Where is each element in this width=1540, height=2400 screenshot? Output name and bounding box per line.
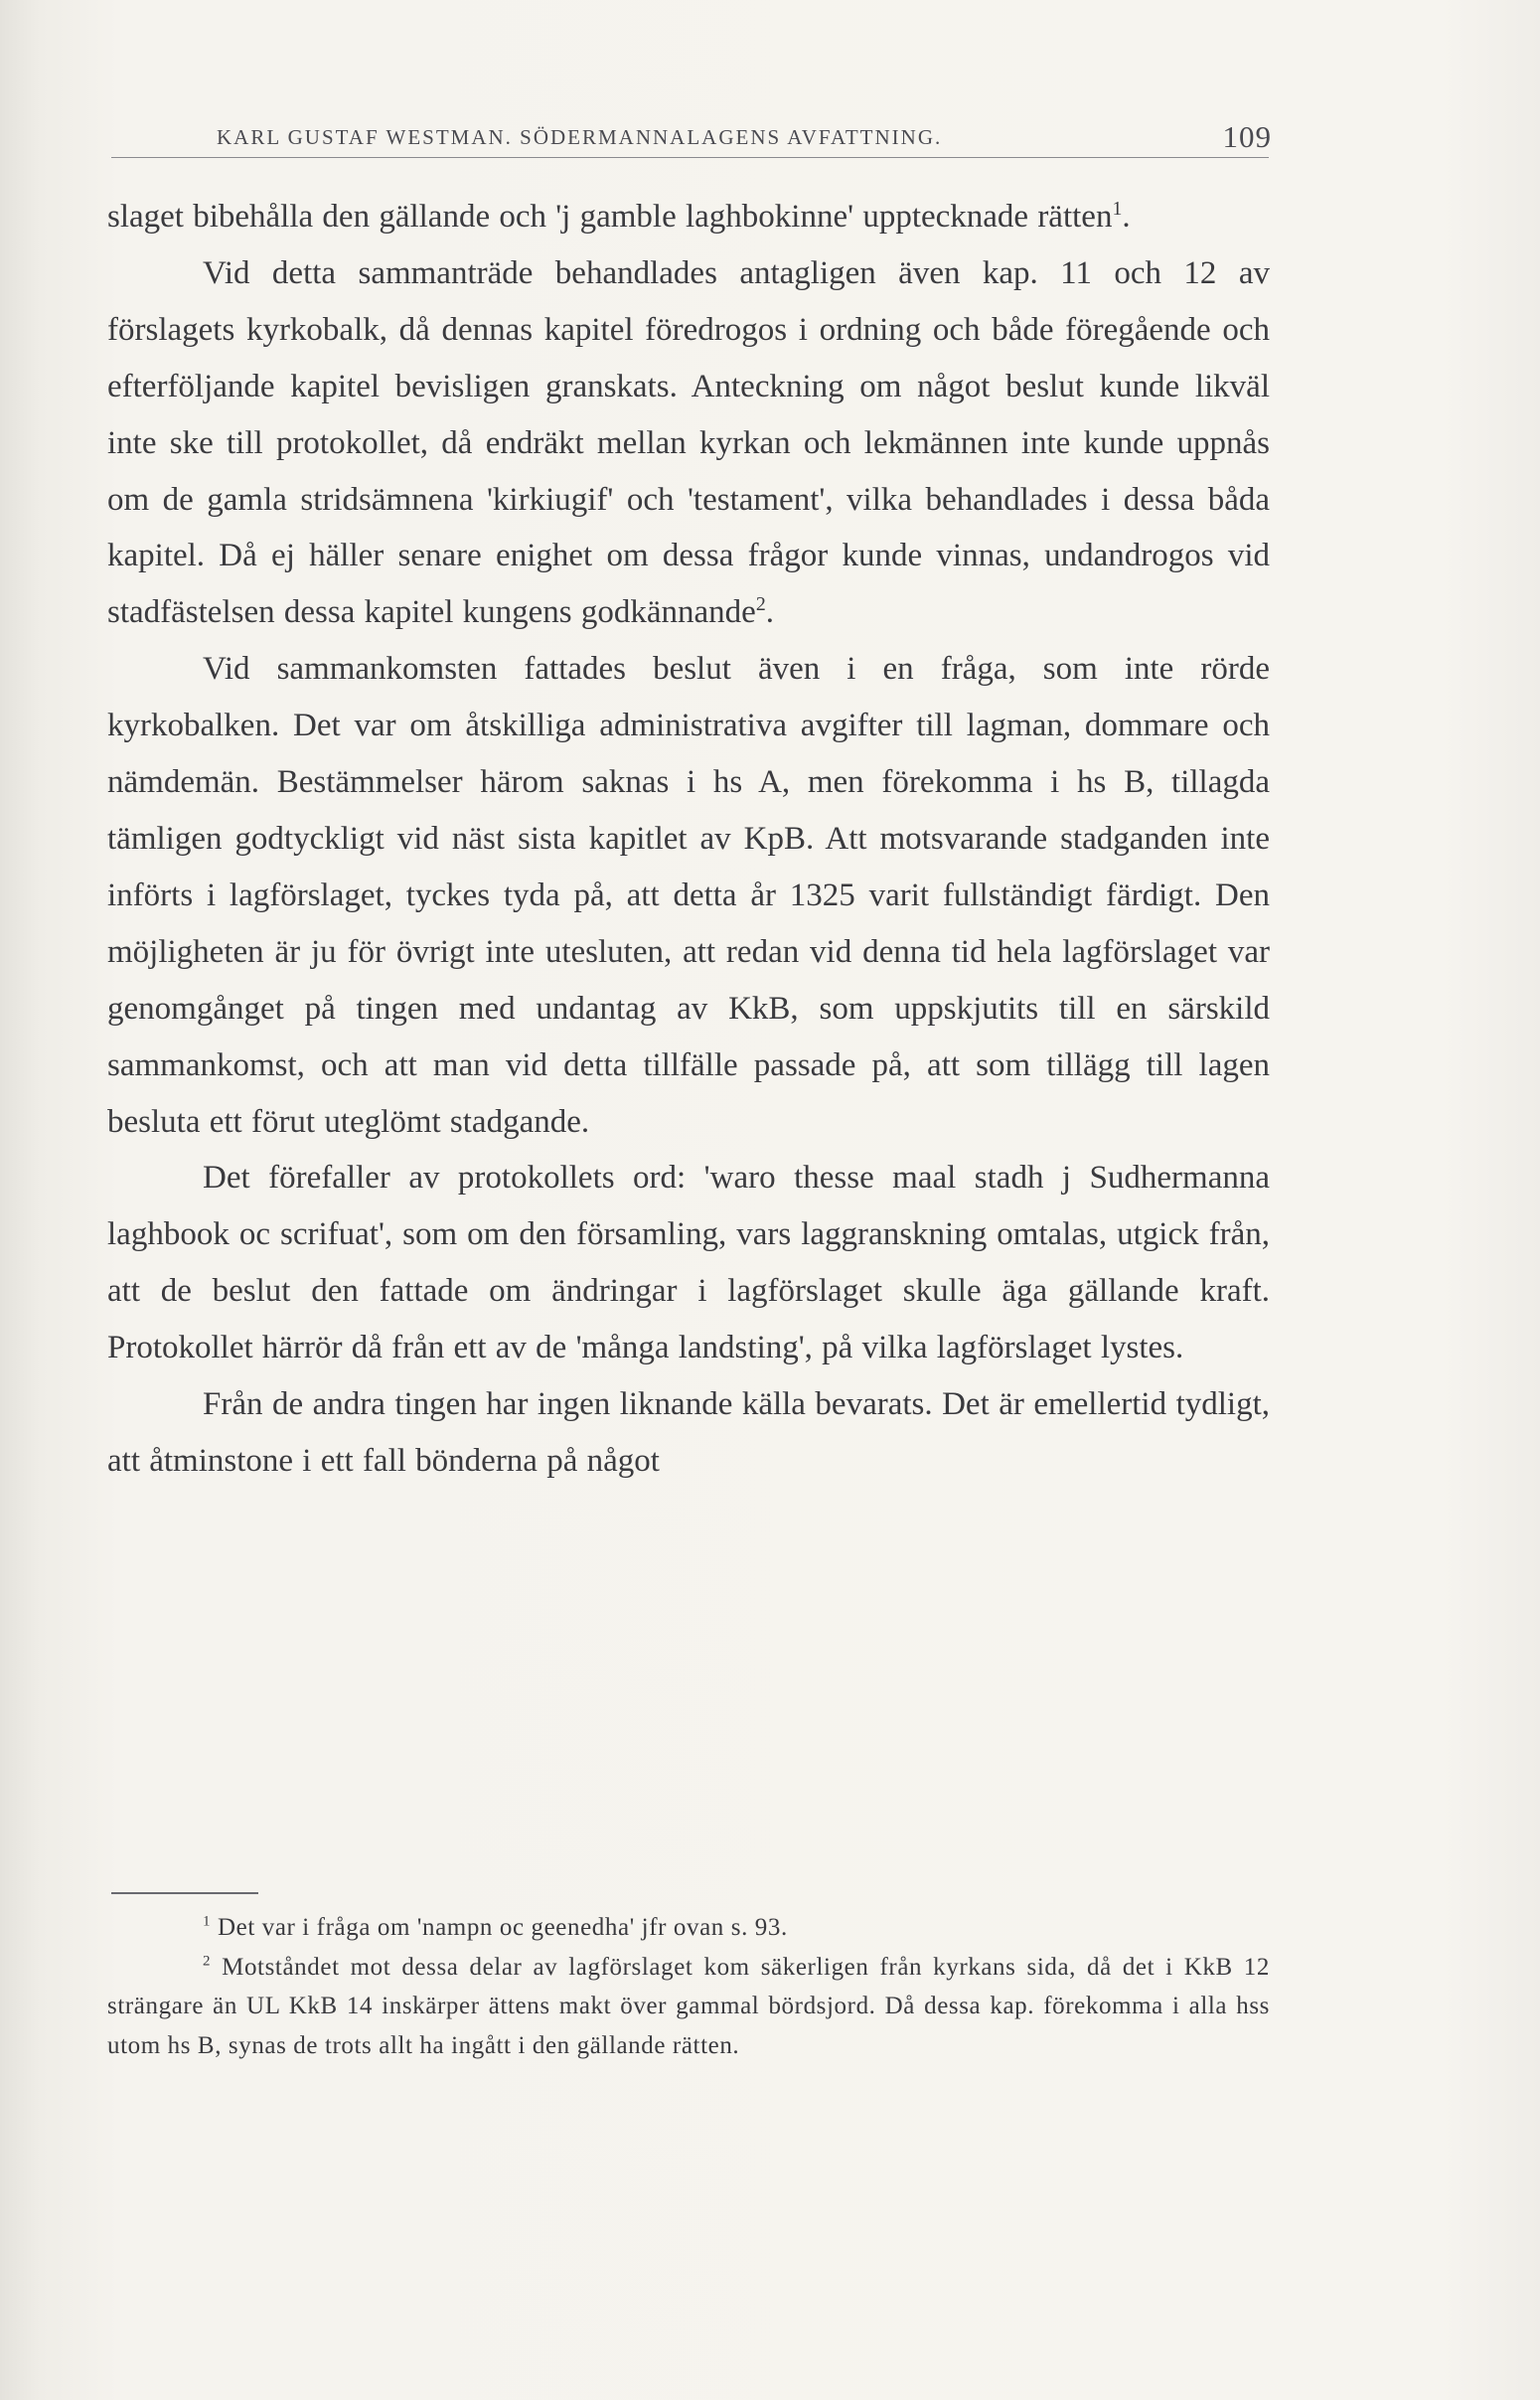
paragraph-3: Vid sammankomsten fattades beslut även i en fråga, som inte rörde kyrkobalken. Det var om åtskilliga administrativa avgifter till lagman, dommare och nämdemän. Bestämmelser härom saknas i hs A, men förekomma i hs B, tillagda tämligen godtyckligt vid näst sista kapitlet av KpB. Att motsvarande stadganden inte införts i lagförslaget, tyckes tyda på, att detta år 1325 varit fullständigt färdigt. Den möjligheten är ju för övrigt inte utesluten, att redan vid denna tid hela lagförslaget var genomgånget på tingen med undantag av KkB, som uppskjutits till en särskild sammankomst, och att man vid detta tillfälle passade på, att som tillägg till lagen besluta ett förut uteglömt stadgande. — [107, 651, 1270, 1140]
footnote-2 — [107, 1948, 1270, 2066]
paragraph-2 — [107, 245, 1270, 641]
footnote-1-text: Det var i fråga om 'nampn oc geenedha' jfr ovan s. 93. — [217, 1914, 788, 1941]
footnotes — [107, 1908, 1270, 2065]
footnote-marker-1: 1 — [203, 1913, 212, 1930]
running-head-title: KARL GUSTAF WESTMAN. SÖDERMANNALAGENS AVFATTNING. — [217, 125, 943, 149]
paragraph-5: Från de andra tingen har ingen liknande källa bevarats. Det är emellertid tydligt, att åtminstone i ett fall bönderna på något — [107, 1386, 1270, 1479]
header-rule — [111, 157, 1269, 158]
paragraph-1-end: . — [1122, 199, 1131, 235]
footnote-marker-2: 2 — [203, 1953, 212, 1970]
footnote-ref-1: 1 — [1112, 198, 1123, 220]
paragraph-4: Det förefaller av protokollets ord: 'waro thesse maal stadh j Sudhermanna laghbook oc scrifuat', som om den församling, vars laggranskning omtalas, utgick från, att de beslut den fattade om ändringar i lagförslaget skulle äga gällande kraft. Protokollet härrör då från ett av de 'många landsting', på vilka lagförslaget lystes. — [107, 1160, 1270, 1366]
paragraph-1-text: slaget bibehålla den gällande och 'j gamble laghbokinne' upptecknade rätten — [107, 199, 1113, 235]
footnote-1 — [107, 1908, 1270, 1948]
footnote-rule — [111, 1892, 258, 1894]
running-head — [209, 117, 1272, 157]
paragraph-2-end: . — [765, 594, 774, 631]
footnote-ref-2: 2 — [755, 593, 766, 616]
paragraph-2-text: Vid detta sammanträde behandlades antagligen även kap. 11 och 12 av förslagets kyrkobalk, då dennas kapitel föredrogos i ordning och både föregående och efterföljande kapitel bevisligen granskats. Anteckning om något beslut kunde likväl inte ske till protokollet, då endräkt mellan kyrkan och lekmännen inte kunde uppnås om de gamla stridsämnena 'kirkiugif' och 'testament', vilka behandlades i dessa båda kapitel. Då ej häller senare enighet om dessa frågor kunde vinnas, undandrogos vid stadfästelsen dessa kapitel kungens godkännande — [107, 254, 1270, 631]
footnote-2-text: Motståndet mot dessa delar av lagförslaget kom säkerligen från kyrkans sida, då det i KkB 12 strängare än UL KkB 14 inskärper ättens makt över gammal bördsjord. Då dessa kap. förekomma i alla hss utom hs B, synas de trots allt ha ingått i den gällande rätten. — [107, 1953, 1270, 2059]
page-number: 109 — [1222, 119, 1272, 154]
paragraph-1 — [107, 189, 1270, 245]
body-text — [107, 189, 1270, 1490]
